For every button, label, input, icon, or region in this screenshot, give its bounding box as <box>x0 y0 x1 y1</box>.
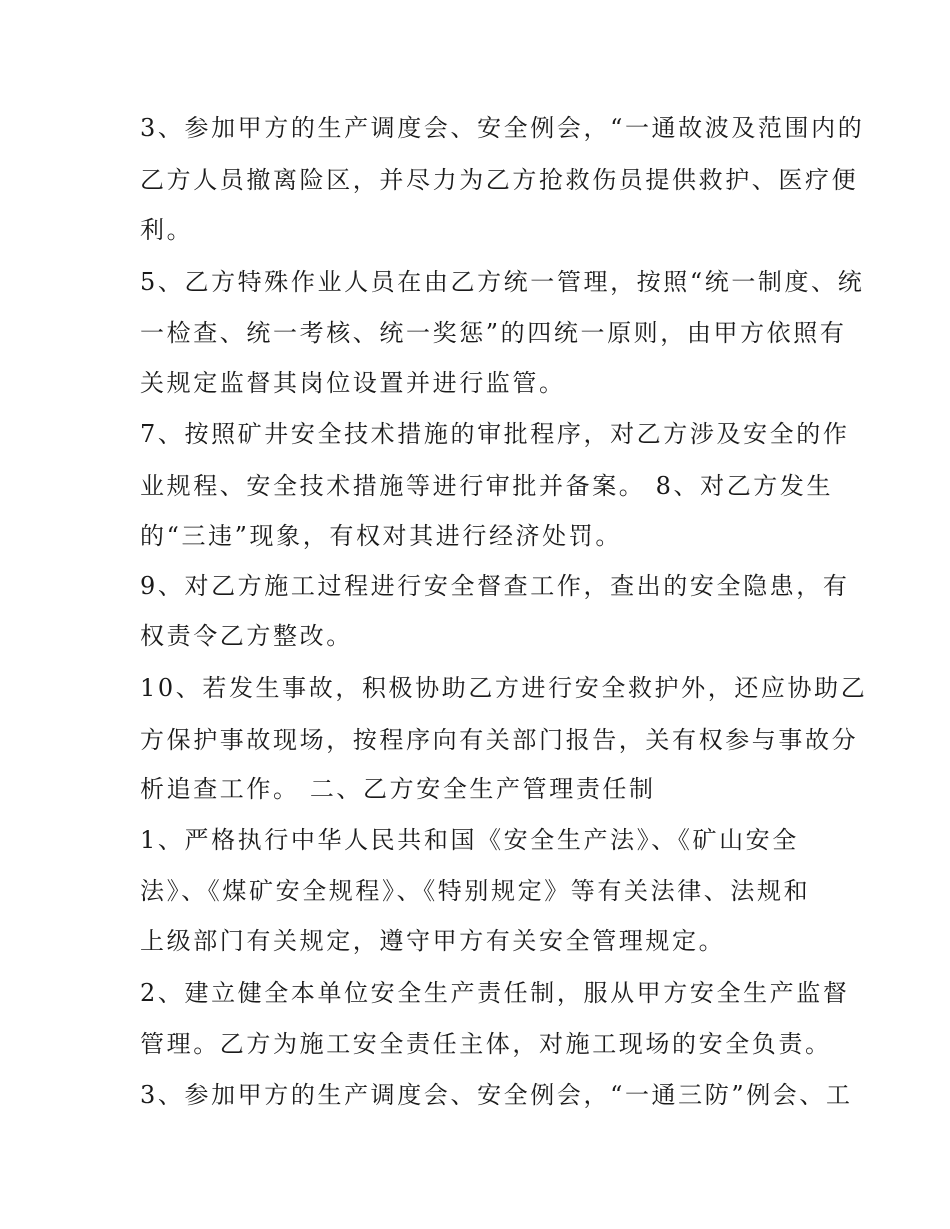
text-line: 3、参加甲方的生产调度会、安全例会，“一通三防”例会、工 <box>140 1081 853 1109</box>
text-line: 法》、《煤矿安全规程》、《特别规定》等有关法律、法规和 <box>140 877 811 905</box>
text-line: 析追查工作。 二、乙方安全生产管理责任制 <box>140 775 656 803</box>
text-line: 利。 <box>140 216 194 244</box>
text-line: 管理。乙方为施工安全责任主体，对施工现场的安全负责。 <box>140 1030 832 1058</box>
text-line: 3、参加甲方的生产调度会、安全例会，“一通故波及范围内的 <box>140 114 865 142</box>
text-line: 2、建立健全本单位安全生产责任制，服从甲方安全生产监督 <box>140 979 850 1007</box>
text-line: 1、严格执行中华人民共和国《安全生产法》、《矿山安全 <box>140 826 799 854</box>
text-line: 9、对乙方施工过程进行安全督查工作，查出的安全隐患，有 <box>140 572 850 600</box>
text-line: 一检查、统一考核、统一奖惩”的四统一原则，由甲方依照有 <box>140 319 847 347</box>
text-line: 5、乙方特殊作业人员在由乙方统一管理，按照“统一制度、统 <box>140 268 865 296</box>
text-line: 的“三违”现象，有权对其进行经济处罚。 <box>140 522 622 550</box>
text-line: 业规程、安全技术措施等进行审批并备案。 8、对乙方发生 <box>140 472 834 500</box>
text-line: 上级部门有关规定，遵守甲方有关安全管理规定。 <box>140 927 726 955</box>
text-line: 7、按照矿井安全技术措施的审批程序，对乙方涉及安全的作 <box>140 420 850 448</box>
text-line: 权责令乙方整改。 <box>140 622 353 650</box>
text-line: 10、若发生事故，积极协助乙方进行安全救护外，还应协助乙 <box>140 674 868 702</box>
text-line: 方保护事故现场，按程序向有关部门报告，关有权参与事故分 <box>140 726 859 754</box>
text-line: 关规定监督其岗位设置并进行监管。 <box>140 369 566 397</box>
text-line: 乙方人员撤离险区，并尽力为乙方抢救伤员提供救护、医疗便 <box>140 166 859 194</box>
